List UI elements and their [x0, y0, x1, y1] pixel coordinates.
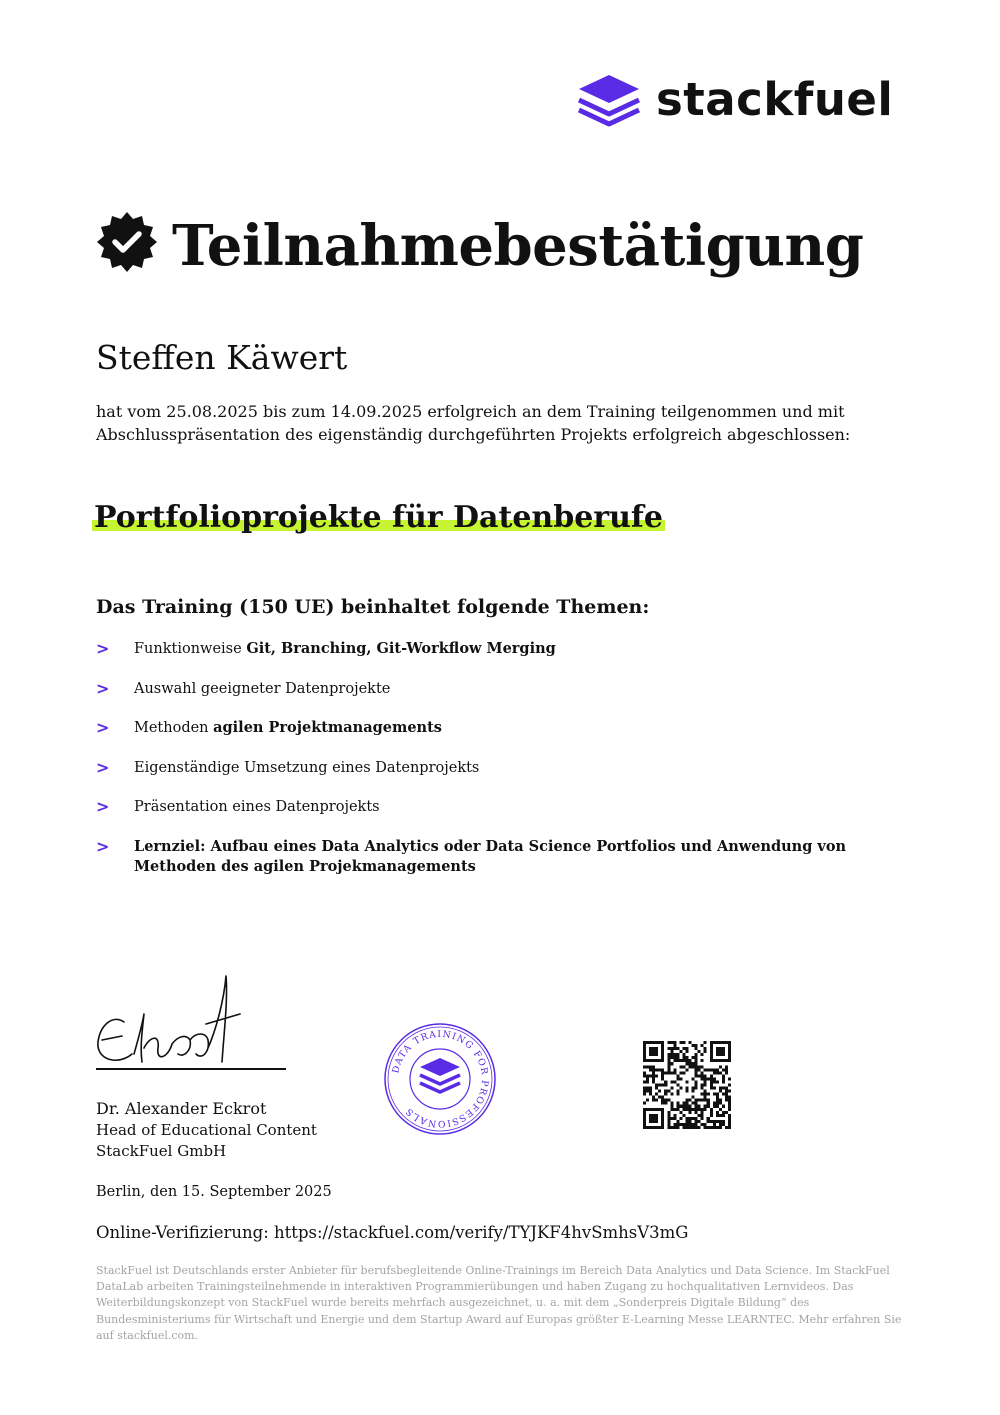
chevron-right-icon: >: [96, 797, 110, 817]
chevron-right-icon: >: [96, 678, 110, 698]
signatory-name: Dr. Alexander Eckrot: [96, 1099, 267, 1118]
list-item: [96, 679, 896, 703]
list-item: [96, 718, 896, 742]
chevron-right-icon: >: [96, 718, 110, 738]
course-title-block: [92, 496, 665, 540]
page-title: Teilnahmebestätigung: [172, 213, 864, 279]
list-item: [96, 797, 896, 821]
topic-text: Auswahl geeigneter Datenprojekte: [134, 680, 391, 697]
topic-bold-text: Lernziel: Aufbau eines Data Analytics oder Data Science Portfolios und Anwendung von Methoden des agilen Projekmanagements: [134, 837, 847, 875]
signatory-company: StackFuel GmbH: [96, 1142, 227, 1160]
signatory-role: Head of Educational Content: [96, 1121, 317, 1139]
signature-line: [96, 1068, 286, 1070]
topic-bold-text: Git, Branching, Git-Workflow Merging: [246, 640, 556, 657]
verification-link[interactable]: Online-Verifizierung: https://stackfuel.com/verify/TYJKF4hvSmhsV3mG: [96, 1223, 689, 1242]
signature-image: [94, 970, 254, 1070]
topic-text: Eigenständige Umsetzung eines Datenprojekts: [134, 759, 480, 776]
chevron-right-icon: >: [96, 836, 110, 856]
certification-seal: [383, 1022, 497, 1136]
chevron-right-icon: >: [96, 757, 110, 777]
stacked-layers-icon: [576, 72, 642, 130]
stacked-layers-icon: [420, 1058, 460, 1092]
list-item: [96, 837, 896, 877]
topic-bold-text: agilen Projektmanagements: [213, 719, 442, 737]
place-and-date: Berlin, den 15. September 2025: [96, 1184, 332, 1200]
topics-list: [96, 639, 896, 893]
verified-badge-icon: [96, 211, 158, 273]
brand-logo: [576, 72, 906, 132]
topic-text: Funktionweise: [134, 641, 247, 657]
recipient-name: Steffen Käwert: [96, 338, 348, 377]
topic-text: Methoden: [134, 720, 214, 737]
chevron-right-icon: >: [96, 639, 110, 658]
list-item: [96, 639, 896, 663]
verification-qr-code: [643, 1041, 731, 1129]
list-item: [96, 758, 896, 782]
topic-text: Präsentation eines Datenprojekts: [134, 799, 380, 816]
brand-wordmark: stackfuel: [656, 73, 894, 126]
seal-ring-text: DATA TRAINING FOR PROFESSIONALS: [390, 1028, 491, 1130]
course-title: Portfolioprojekte für Datenberufe: [92, 496, 665, 540]
footer-text: StackFuel ist Deutschlands erster Anbieter für berufsbegleitende Online-Trainings im Bereich Data Analytics und Data Science. Im StackFuel DataLab arbeiten Trainingsteilnehmende in interaktiven Programmierübungen und haben Zugang zu hochqualitativen Lernvideos. Das Weiterbildungskonzept von StackFuel wurde bereits mehrfach ausgezeichnet, u. a. mit dem „Sonderpreis Digitale Bildung“ des Bundesministeriums für Wirtschaft und Energie und dem Startup Award auf Europas größter E-Learning Messe LEARNTEC. Mehr erfahren Sie auf stackfuel.com.: [96, 1264, 902, 1342]
intro-text: hat vom 25.08.2025 bis zum 14.09.2025 erfolgreich an dem Training teilgenommen und mit Abschlusspräsentation des eigenständig durchgeführten Projekts erfolgreich abgeschlossen:: [96, 402, 851, 444]
topics-heading: Das Training (150 UE) beinhaltet folgende Themen:: [96, 596, 650, 618]
